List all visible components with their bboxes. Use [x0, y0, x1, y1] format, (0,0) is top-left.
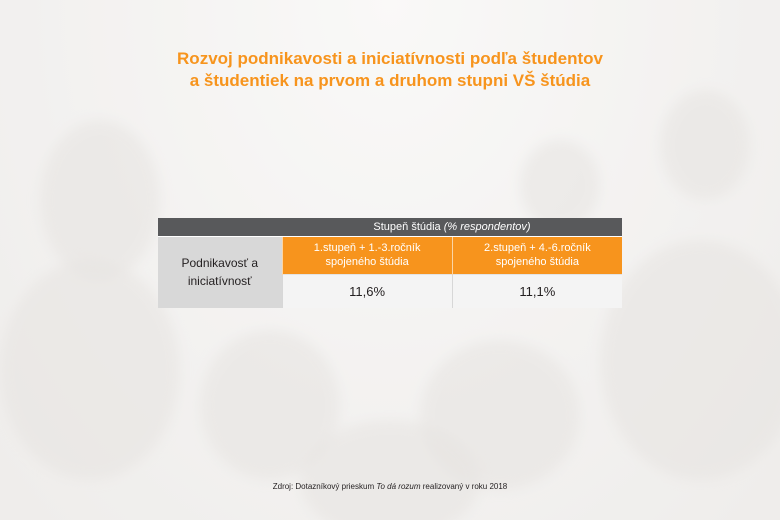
value-cell-2: 11,1% — [452, 274, 622, 308]
data-table — [158, 218, 622, 308]
source-italic: To dá rozum — [376, 482, 421, 491]
group-header-label: Stupeň štúdia — [373, 220, 441, 233]
header-blank-cell — [158, 218, 282, 236]
group-header-note: (% respondentov) — [443, 220, 531, 233]
chart-title — [0, 48, 780, 92]
source-note — [0, 482, 780, 491]
source-prefix: Zdroj: Dotazníkový prieskum — [272, 482, 375, 491]
title-line-1: Rozvoj podnikavosti a iniciatívnosti podľa študentov — [177, 49, 603, 68]
table-subheader-row — [158, 236, 622, 274]
column-header-2: 2.stupeň + 4.-6.ročník spojeného štúdia — [452, 236, 622, 274]
title-line-2: a študentiek na prvom a druhom stupni VŠ štúdia — [189, 71, 591, 90]
row-label: Podnikavosť a iniciatívnosť — [158, 236, 282, 308]
source-suffix: realizovaný v roku 2018 — [422, 482, 508, 491]
column-header-1: 1.stupeň + 1.-3.ročník spojeného štúdia — [282, 236, 452, 274]
table-header-row — [158, 218, 622, 236]
group-header — [282, 218, 622, 236]
value-cell-1: 11,6% — [282, 274, 452, 308]
